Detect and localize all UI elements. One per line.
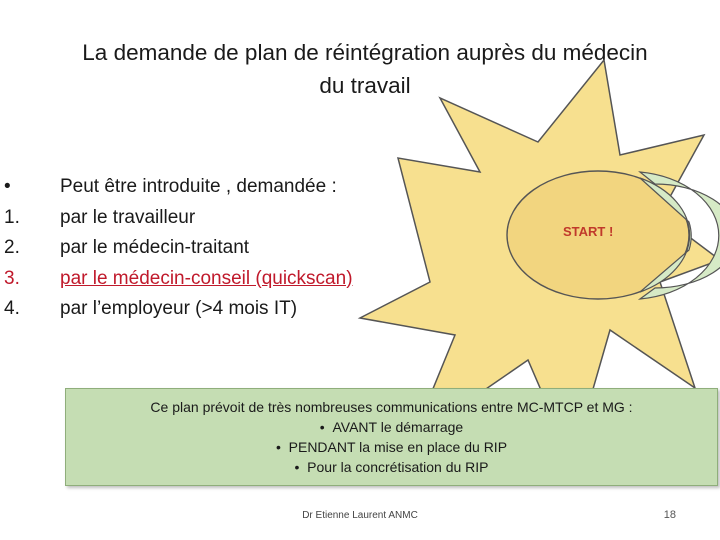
bullet-marker: • [275, 439, 281, 455]
slide-title-line-2: du travail [319, 73, 411, 98]
communications-info-box [65, 388, 718, 486]
list-item-text: par l’employeur (>4 mois IT) [60, 298, 298, 319]
start-ellipse [507, 171, 720, 299]
infobox-heading: Ce plan prévoit de très nombreuses communications entre MC-MTCP et MG : [150, 399, 633, 415]
list-number: 2. [4, 237, 20, 258]
list-item-highlighted [4, 264, 353, 295]
slide-page-number: 18 [663, 509, 676, 521]
list-bullet: • [4, 176, 11, 197]
infobox-bullet-text: Pour la concrétisation du RIP [307, 459, 489, 475]
bullet-marker: • [319, 419, 325, 435]
list-item-text: par le médecin-traitant [60, 237, 250, 258]
start-label: START ! [563, 224, 614, 239]
list-item-text: par le médecin-conseil (quickscan) [60, 267, 353, 289]
list-intro [4, 172, 353, 203]
infobox-bullet [66, 457, 717, 477]
list-number: 4. [4, 298, 20, 319]
infobox-bullet [66, 417, 717, 437]
footer-author: Dr Etienne Laurent ANMC [302, 510, 418, 521]
infobox-bullet-text: AVANT le démarrage [332, 419, 464, 435]
list-item-text: par le travailleur [60, 206, 196, 228]
infobox-bullet [66, 437, 717, 457]
bullet-marker: • [294, 459, 300, 475]
list-item [4, 294, 353, 325]
list-intro-text: Peut être introduite , demandée : [60, 176, 337, 197]
list-number: 1. [4, 206, 20, 228]
list-item [4, 233, 353, 264]
infobox-bullet-text: PENDANT la mise en place du RIP [288, 439, 508, 455]
list-number: 3. [4, 267, 20, 289]
list-item [4, 203, 353, 234]
slide-title-line-1: La demande de plan de réintégration auprès du médecin [82, 40, 648, 65]
request-list [4, 172, 353, 325]
